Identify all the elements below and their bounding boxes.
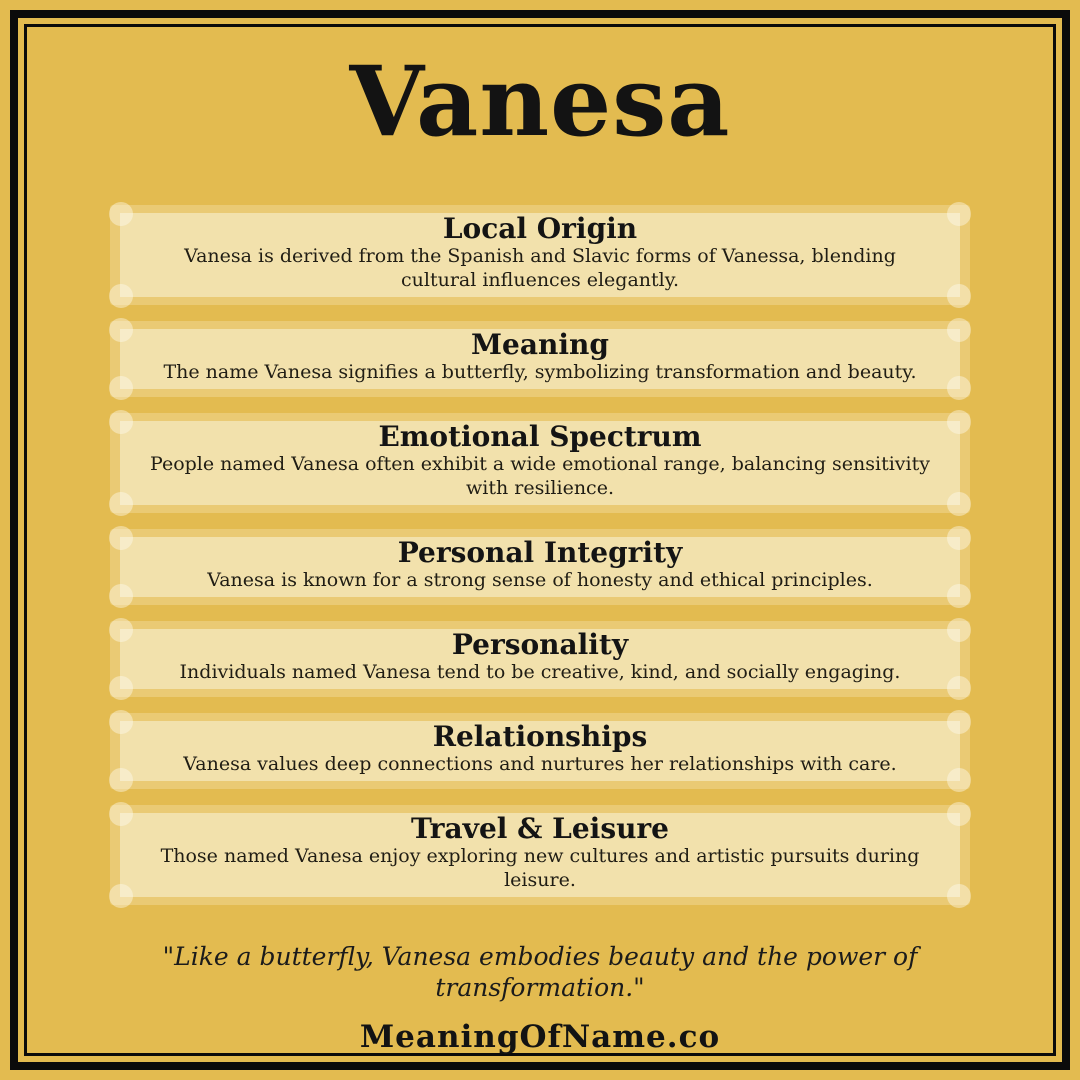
corner-dot-icon xyxy=(109,492,133,516)
card-panel xyxy=(120,537,960,597)
corner-dot-icon xyxy=(109,768,133,792)
section-list xyxy=(110,205,970,905)
corner-dot-icon xyxy=(109,526,133,550)
footer-quote: "Like a butterfly, Vanesa embodies beauty and the power of transformation." xyxy=(162,941,918,1002)
corner-dot-icon xyxy=(109,676,133,700)
section-card-meaning xyxy=(110,321,970,397)
section-text: People named Vanesa often exhibit a wide emotional range, balancing sensitivity with resilience. xyxy=(150,452,930,499)
section-text: Vanesa values deep connections and nurtures her relationships with care. xyxy=(183,752,897,775)
corner-dot-icon xyxy=(947,618,971,642)
section-title: Relationships xyxy=(432,719,648,753)
section-title: Emotional Spectrum xyxy=(378,419,702,453)
corner-dot-icon xyxy=(947,768,971,792)
section-text: Individuals named Vanesa tend to be creative, kind, and socially engaging. xyxy=(179,660,901,683)
corner-dot-icon xyxy=(947,318,971,342)
corner-dot-icon xyxy=(947,584,971,608)
corner-dot-icon xyxy=(109,802,133,826)
corner-dot-icon xyxy=(109,884,133,908)
section-text: The name Vanesa signifies a butterfly, symbolizing transformation and beauty. xyxy=(163,360,917,383)
corner-dot-icon xyxy=(947,710,971,734)
corner-dot-icon xyxy=(109,410,133,434)
card-panel xyxy=(120,721,960,781)
corner-dot-icon xyxy=(109,284,133,308)
poster-content xyxy=(27,27,1053,1056)
section-text: Those named Vanesa enjoy exploring new cultures and artistic pursuits during leisure. xyxy=(160,844,920,891)
section-text: Vanesa is known for a strong sense of honesty and ethical principles. xyxy=(207,568,873,591)
card-panel xyxy=(120,629,960,689)
corner-dot-icon xyxy=(947,284,971,308)
corner-dot-icon xyxy=(947,802,971,826)
section-card-local-origin xyxy=(110,205,970,305)
section-title: Personality xyxy=(451,627,629,661)
corner-dot-icon xyxy=(947,202,971,226)
corner-dot-icon xyxy=(947,526,971,550)
card-panel xyxy=(120,421,960,505)
corner-dot-icon xyxy=(109,318,133,342)
corner-dot-icon xyxy=(947,376,971,400)
section-text: Vanesa is derived from the Spanish and Slavic forms of Vanessa, blending cultural influences elegantly. xyxy=(184,244,896,291)
section-title: Travel & Leisure xyxy=(410,811,669,845)
section-title: Personal Integrity xyxy=(397,535,683,569)
section-card-travel-leisure xyxy=(110,805,970,905)
brand-name: MeaningOfName.co xyxy=(359,1019,721,1056)
card-panel xyxy=(120,813,960,897)
section-card-personal-integrity xyxy=(110,529,970,605)
card-panel xyxy=(120,213,960,297)
section-card-personality xyxy=(110,621,970,697)
corner-dot-icon xyxy=(947,676,971,700)
page-title: Vanesa xyxy=(349,45,731,158)
corner-dot-icon xyxy=(109,202,133,226)
section-title: Meaning xyxy=(471,327,609,361)
corner-dot-icon xyxy=(947,492,971,516)
section-title: Local Origin xyxy=(442,211,638,245)
corner-dot-icon xyxy=(947,410,971,434)
corner-dot-icon xyxy=(109,584,133,608)
corner-dot-icon xyxy=(947,884,971,908)
card-panel xyxy=(120,329,960,389)
corner-dot-icon xyxy=(109,618,133,642)
corner-dot-icon xyxy=(109,376,133,400)
section-card-relationships xyxy=(110,713,970,789)
section-card-emotional-spectrum xyxy=(110,413,970,513)
corner-dot-icon xyxy=(109,710,133,734)
